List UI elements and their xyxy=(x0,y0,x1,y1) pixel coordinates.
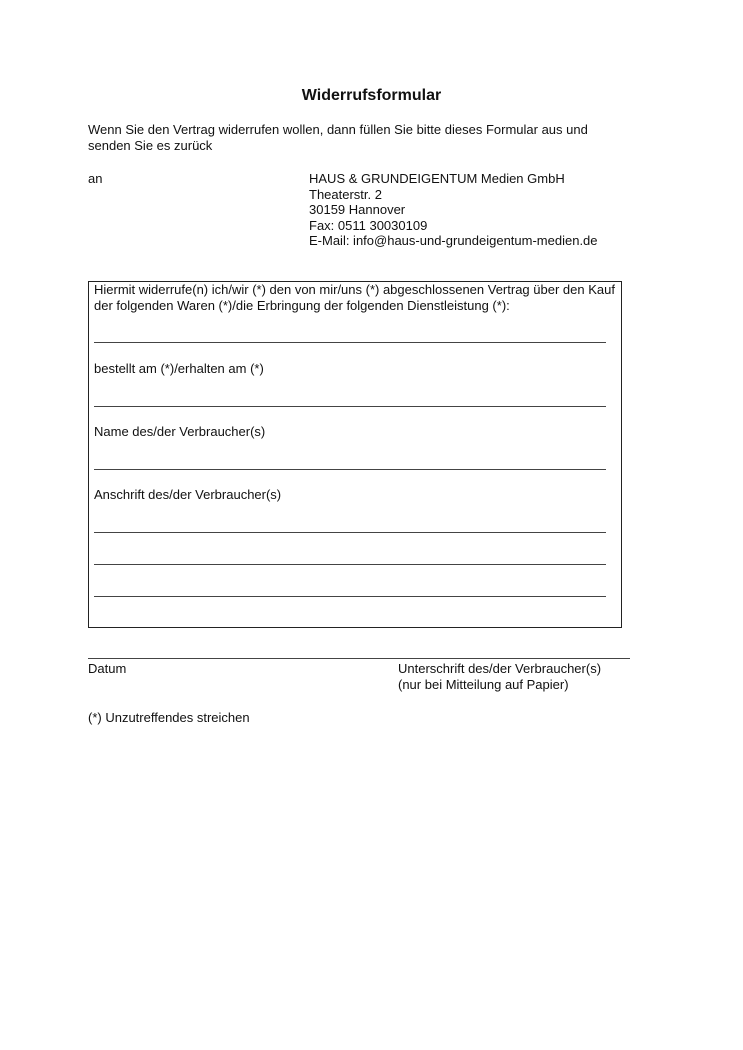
consumer-address-label: Anschrift des/der Verbraucher(s) xyxy=(94,487,282,502)
page-title: Widerrufsformular xyxy=(301,87,442,104)
recipient-street: Theaterstr. 2 xyxy=(309,186,382,202)
signature-line[interactable] xyxy=(88,658,630,659)
recipient-label: an xyxy=(88,171,103,186)
goods-entry-line[interactable] xyxy=(94,342,606,343)
consumer-name-entry-line[interactable] xyxy=(94,469,606,470)
signature-block xyxy=(398,661,601,693)
footnote: (*) Unzutreffendes streichen xyxy=(88,710,250,725)
declaration-text: Hiermit widerrufe(n) ich/wir (*) den von mir/uns (*) abgeschlossenen Vertrag über den Kauf der folgenden Waren (*)/die Erbringung der folgenden Dienstleistung (*): xyxy=(94,282,615,313)
recipient-fax: Fax: 0511 30030109 xyxy=(309,217,428,233)
consumer-address-entry-line-2[interactable] xyxy=(94,564,606,565)
recipient-email: E-Mail: info@haus-und-grundeigentum-medien.de xyxy=(309,233,598,248)
ordered-date-label: bestellt am (*)/erhalten am (*) xyxy=(94,361,264,376)
consumer-address-entry-line-3[interactable] xyxy=(94,596,606,597)
consumer-name-label: Name des/der Verbraucher(s) xyxy=(94,424,266,439)
intro-text: Wenn Sie den Vertrag widerrufen wollen, dann füllen Sie bitte dieses Formular aus und senden Sie es zurück xyxy=(88,122,588,153)
recipient-city: 30159 Hannover xyxy=(309,202,406,217)
recipient-company: HAUS & GRUNDEIGENTUM Medien GmbH xyxy=(309,171,565,186)
date-label: Datum xyxy=(88,661,127,676)
recipient-address xyxy=(309,171,598,249)
consumer-address-entry-line-1[interactable] xyxy=(94,532,606,533)
ordered-date-entry-line[interactable] xyxy=(94,406,606,407)
signature-note: (nur bei Mitteilung auf Papier) xyxy=(398,677,569,692)
withdrawal-form-box xyxy=(88,281,622,628)
signature-label: Unterschrift des/der Verbraucher(s) xyxy=(398,661,602,676)
